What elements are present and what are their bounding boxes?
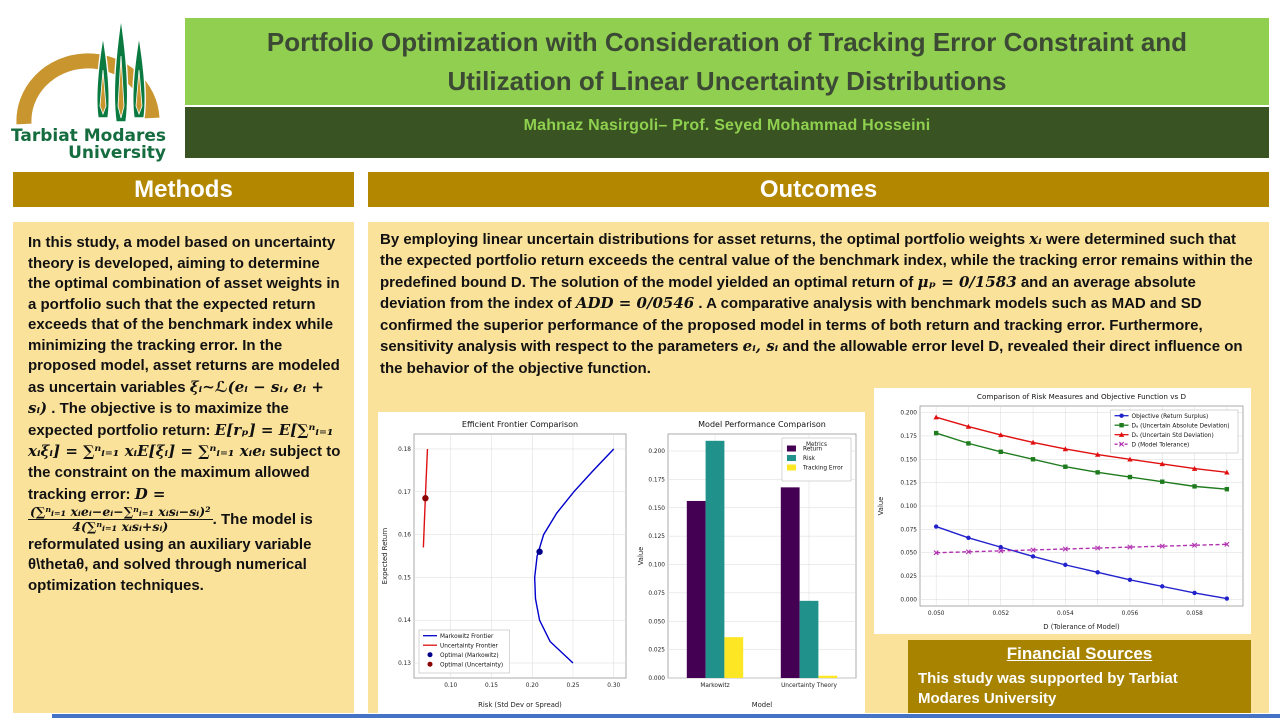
svg-text:0.056: 0.056 bbox=[1121, 611, 1139, 617]
title-line1: Portfolio Optimization with Consideration of Tracking Error Constraint and bbox=[266, 26, 1188, 57]
logo-trees-icon bbox=[97, 18, 145, 122]
svg-text:0.175: 0.175 bbox=[648, 477, 665, 484]
svg-text:Metrics: Metrics bbox=[805, 442, 828, 448]
svg-text:0.050: 0.050 bbox=[648, 619, 665, 626]
outcomes-text bbox=[380, 229, 1260, 379]
page-title bbox=[185, 18, 1269, 105]
svg-text:0.14: 0.14 bbox=[398, 618, 411, 625]
svg-text:Uncertainty Frontier: Uncertainty Frontier bbox=[440, 643, 498, 650]
svg-text:0.200: 0.200 bbox=[900, 410, 917, 417]
svg-text:0.054: 0.054 bbox=[1057, 611, 1074, 617]
svg-text:0.15: 0.15 bbox=[398, 575, 411, 582]
svg-text:Value: Value bbox=[637, 546, 645, 566]
text-run: and the allowable error level D, revealed their direct influence on the behavior of the objective function. bbox=[380, 338, 1243, 377]
svg-text:Value: Value bbox=[877, 496, 885, 516]
svg-text:0.13: 0.13 bbox=[398, 661, 411, 668]
svg-text:0.125: 0.125 bbox=[648, 534, 665, 541]
svg-text:0.050: 0.050 bbox=[927, 611, 945, 617]
svg-text:0.10: 0.10 bbox=[444, 683, 458, 689]
text-run: By employing linear uncertain distributions for asset returns, the optimal portfolio weights bbox=[380, 231, 1030, 248]
svg-text:Optimal (Markowitz): Optimal (Markowitz) bbox=[440, 653, 499, 659]
svg-text:Expected Return: Expected Return bbox=[381, 527, 389, 585]
frontier-and-performance-figure bbox=[378, 412, 865, 713]
svg-text:Model: Model bbox=[751, 701, 773, 709]
svg-text:0.175: 0.175 bbox=[900, 433, 917, 440]
title-line2: Utilization of Linear Uncertainty Distributions bbox=[447, 65, 1007, 96]
authors-text: Mahnaz Nasirgoli– Prof. Seyed Mohammad Hosseini bbox=[523, 117, 931, 134]
svg-text:Tracking Error: Tracking Error bbox=[802, 465, 844, 472]
text-run: and an average absolute deviation from the index of bbox=[380, 273, 1196, 313]
sensitivity-figure bbox=[874, 388, 1251, 634]
math-inline: D = bbox=[134, 484, 166, 503]
svg-text:Efficient Frontier Comparison: Efficient Frontier Comparison bbox=[461, 420, 579, 429]
methods-text bbox=[13, 222, 354, 713]
svg-text:0.025: 0.025 bbox=[900, 574, 917, 581]
svg-text:Optimal (Uncertainty): Optimal (Uncertainty) bbox=[440, 662, 504, 669]
efficient-frontier-chart bbox=[378, 412, 634, 712]
svg-text:Model Performance Comparison: Model Performance Comparison bbox=[698, 420, 826, 429]
svg-text:0.075: 0.075 bbox=[900, 527, 917, 534]
risk-measures-vs-d-chart bbox=[874, 388, 1251, 634]
methods-section-header: Methods bbox=[13, 172, 354, 207]
svg-text:0.30: 0.30 bbox=[607, 683, 621, 689]
math-inline: ADD = 0/0546 bbox=[575, 294, 695, 313]
authors-band bbox=[185, 107, 1269, 158]
svg-text:Return: Return bbox=[802, 446, 823, 453]
math-inline: xᵢ bbox=[1029, 230, 1042, 248]
text-run: . The model is reformulated using an auxiliary variable θ\thetaθ, and solved through numerical optimization techniques. bbox=[28, 510, 313, 594]
svg-text:0.100: 0.100 bbox=[900, 504, 917, 510]
svg-text:Markowitz: Markowitz bbox=[700, 683, 730, 689]
svg-text:0.150: 0.150 bbox=[900, 457, 917, 464]
svg-text:Markowitz Frontier: Markowitz Frontier bbox=[440, 634, 494, 640]
bottom-divider bbox=[52, 714, 1280, 718]
svg-text:D (Model Tolerance): D (Model Tolerance) bbox=[1131, 442, 1190, 449]
svg-text:0.058: 0.058 bbox=[1186, 611, 1203, 617]
svg-text:0.15: 0.15 bbox=[485, 683, 498, 689]
math-inline: ξᵢ~ℒ(eᵢ − sᵢ، eᵢ + sᵢ) bbox=[28, 377, 324, 418]
svg-text:0.25: 0.25 bbox=[566, 683, 580, 689]
math-fraction: $\frac{\text{(∑ⁿᵢ₌₁ xᵢeᵢ−eᵢ−∑ⁿᵢ₌₁ xᵢsᵢ−sᵢ)²}}{\text{4(∑ⁿᵢ₌₁ xᵢsᵢ+sᵢ)}}$ bbox=[30, 504, 211, 535]
svg-text:0.20: 0.20 bbox=[525, 683, 539, 689]
model-performance-chart bbox=[634, 412, 862, 712]
svg-text:0.200: 0.200 bbox=[648, 449, 665, 456]
svg-text:D (Tolerance of Model): D (Tolerance of Model) bbox=[1043, 623, 1120, 631]
svg-text:0.075: 0.075 bbox=[648, 590, 665, 597]
svg-text:0.000: 0.000 bbox=[648, 676, 665, 682]
financial-sources-heading: Financial Sources bbox=[1006, 644, 1153, 663]
svg-text:Objective (Return Surplus): Objective (Return Surplus) bbox=[1131, 414, 1209, 420]
university-logo bbox=[6, 6, 178, 164]
svg-text:0.052: 0.052 bbox=[992, 611, 1010, 617]
text-run: were determined such that the expected portfolio return exceeds the central value of the benchmark index, while the tracking error remains within the predefined bound D. The solution of the model yielded an optimal return of bbox=[380, 231, 1253, 291]
math-inline: eᵢ, sᵢ bbox=[742, 337, 779, 356]
text-run: . The objective is to maximize the expected portfolio return: bbox=[28, 400, 289, 439]
svg-text:Uncertainty Theory: Uncertainty Theory bbox=[781, 683, 837, 689]
financial-sources-text: This study was supported by Tarbiat Modares University bbox=[918, 670, 1178, 707]
math-inline: μₚ = 0/1583 bbox=[917, 272, 1017, 291]
svg-text:0.17: 0.17 bbox=[398, 489, 411, 496]
svg-text:0.16: 0.16 bbox=[398, 532, 411, 539]
text-run: . A comparative analysis with benchmark models such as MAD and SD confirmed the superior performance of the proposed model in terms of both return and tracking error. Furthermore, sensitivity analysis with respect to the parameters bbox=[380, 295, 1203, 356]
svg-text:0.050: 0.050 bbox=[900, 550, 917, 557]
logo-text-line2: University bbox=[68, 143, 166, 163]
svg-text:0.125: 0.125 bbox=[900, 480, 917, 487]
outcomes-section-header: Outcomes bbox=[368, 172, 1269, 207]
tarbiat-modares-logo-icon bbox=[6, 6, 178, 164]
svg-text:0.000: 0.000 bbox=[900, 597, 917, 604]
svg-text:0.025: 0.025 bbox=[648, 647, 665, 654]
text-run: subject to the constraint on the maximum allowed tracking error: bbox=[28, 443, 341, 503]
text-run: In this study, a model based on uncertainty theory is developed, aiming to determine the optimal combination of asset weights in a portfolio such that the expected return exceeds that of the benchmark index while minimizing the tracking error. In the proposed model, asset returns are modeled as uncertain variables bbox=[28, 234, 340, 396]
svg-text:Dₐ (Uncertain Absolute Deviati: Dₐ (Uncertain Absolute Deviation) bbox=[1131, 423, 1230, 430]
svg-text:Comparison of Risk Measures an: Comparison of Risk Measures and Objective Function vs D bbox=[976, 392, 1187, 401]
svg-text:0.100: 0.100 bbox=[648, 562, 665, 569]
svg-text:0.150: 0.150 bbox=[648, 505, 665, 512]
svg-text:0.18: 0.18 bbox=[398, 446, 411, 453]
math-inline: E[rₚ] = E[∑ⁿᵢ₌₁ xᵢξᵢ] = ∑ⁿᵢ₌₁ xᵢE[ξᵢ] = ∑ⁿᵢ₌₁ xᵢeᵢ bbox=[28, 420, 334, 461]
svg-text:Risk (Std Dev or Spread): Risk (Std Dev or Spread) bbox=[478, 701, 562, 709]
svg-text:Dₛ (Uncertain Std Deviation): Dₛ (Uncertain Std Deviation) bbox=[1131, 433, 1214, 439]
svg-text:Risk: Risk bbox=[802, 456, 815, 462]
financial-sources-box bbox=[908, 640, 1251, 713]
logo-text-line1: Tarbiat Modares bbox=[10, 126, 166, 146]
